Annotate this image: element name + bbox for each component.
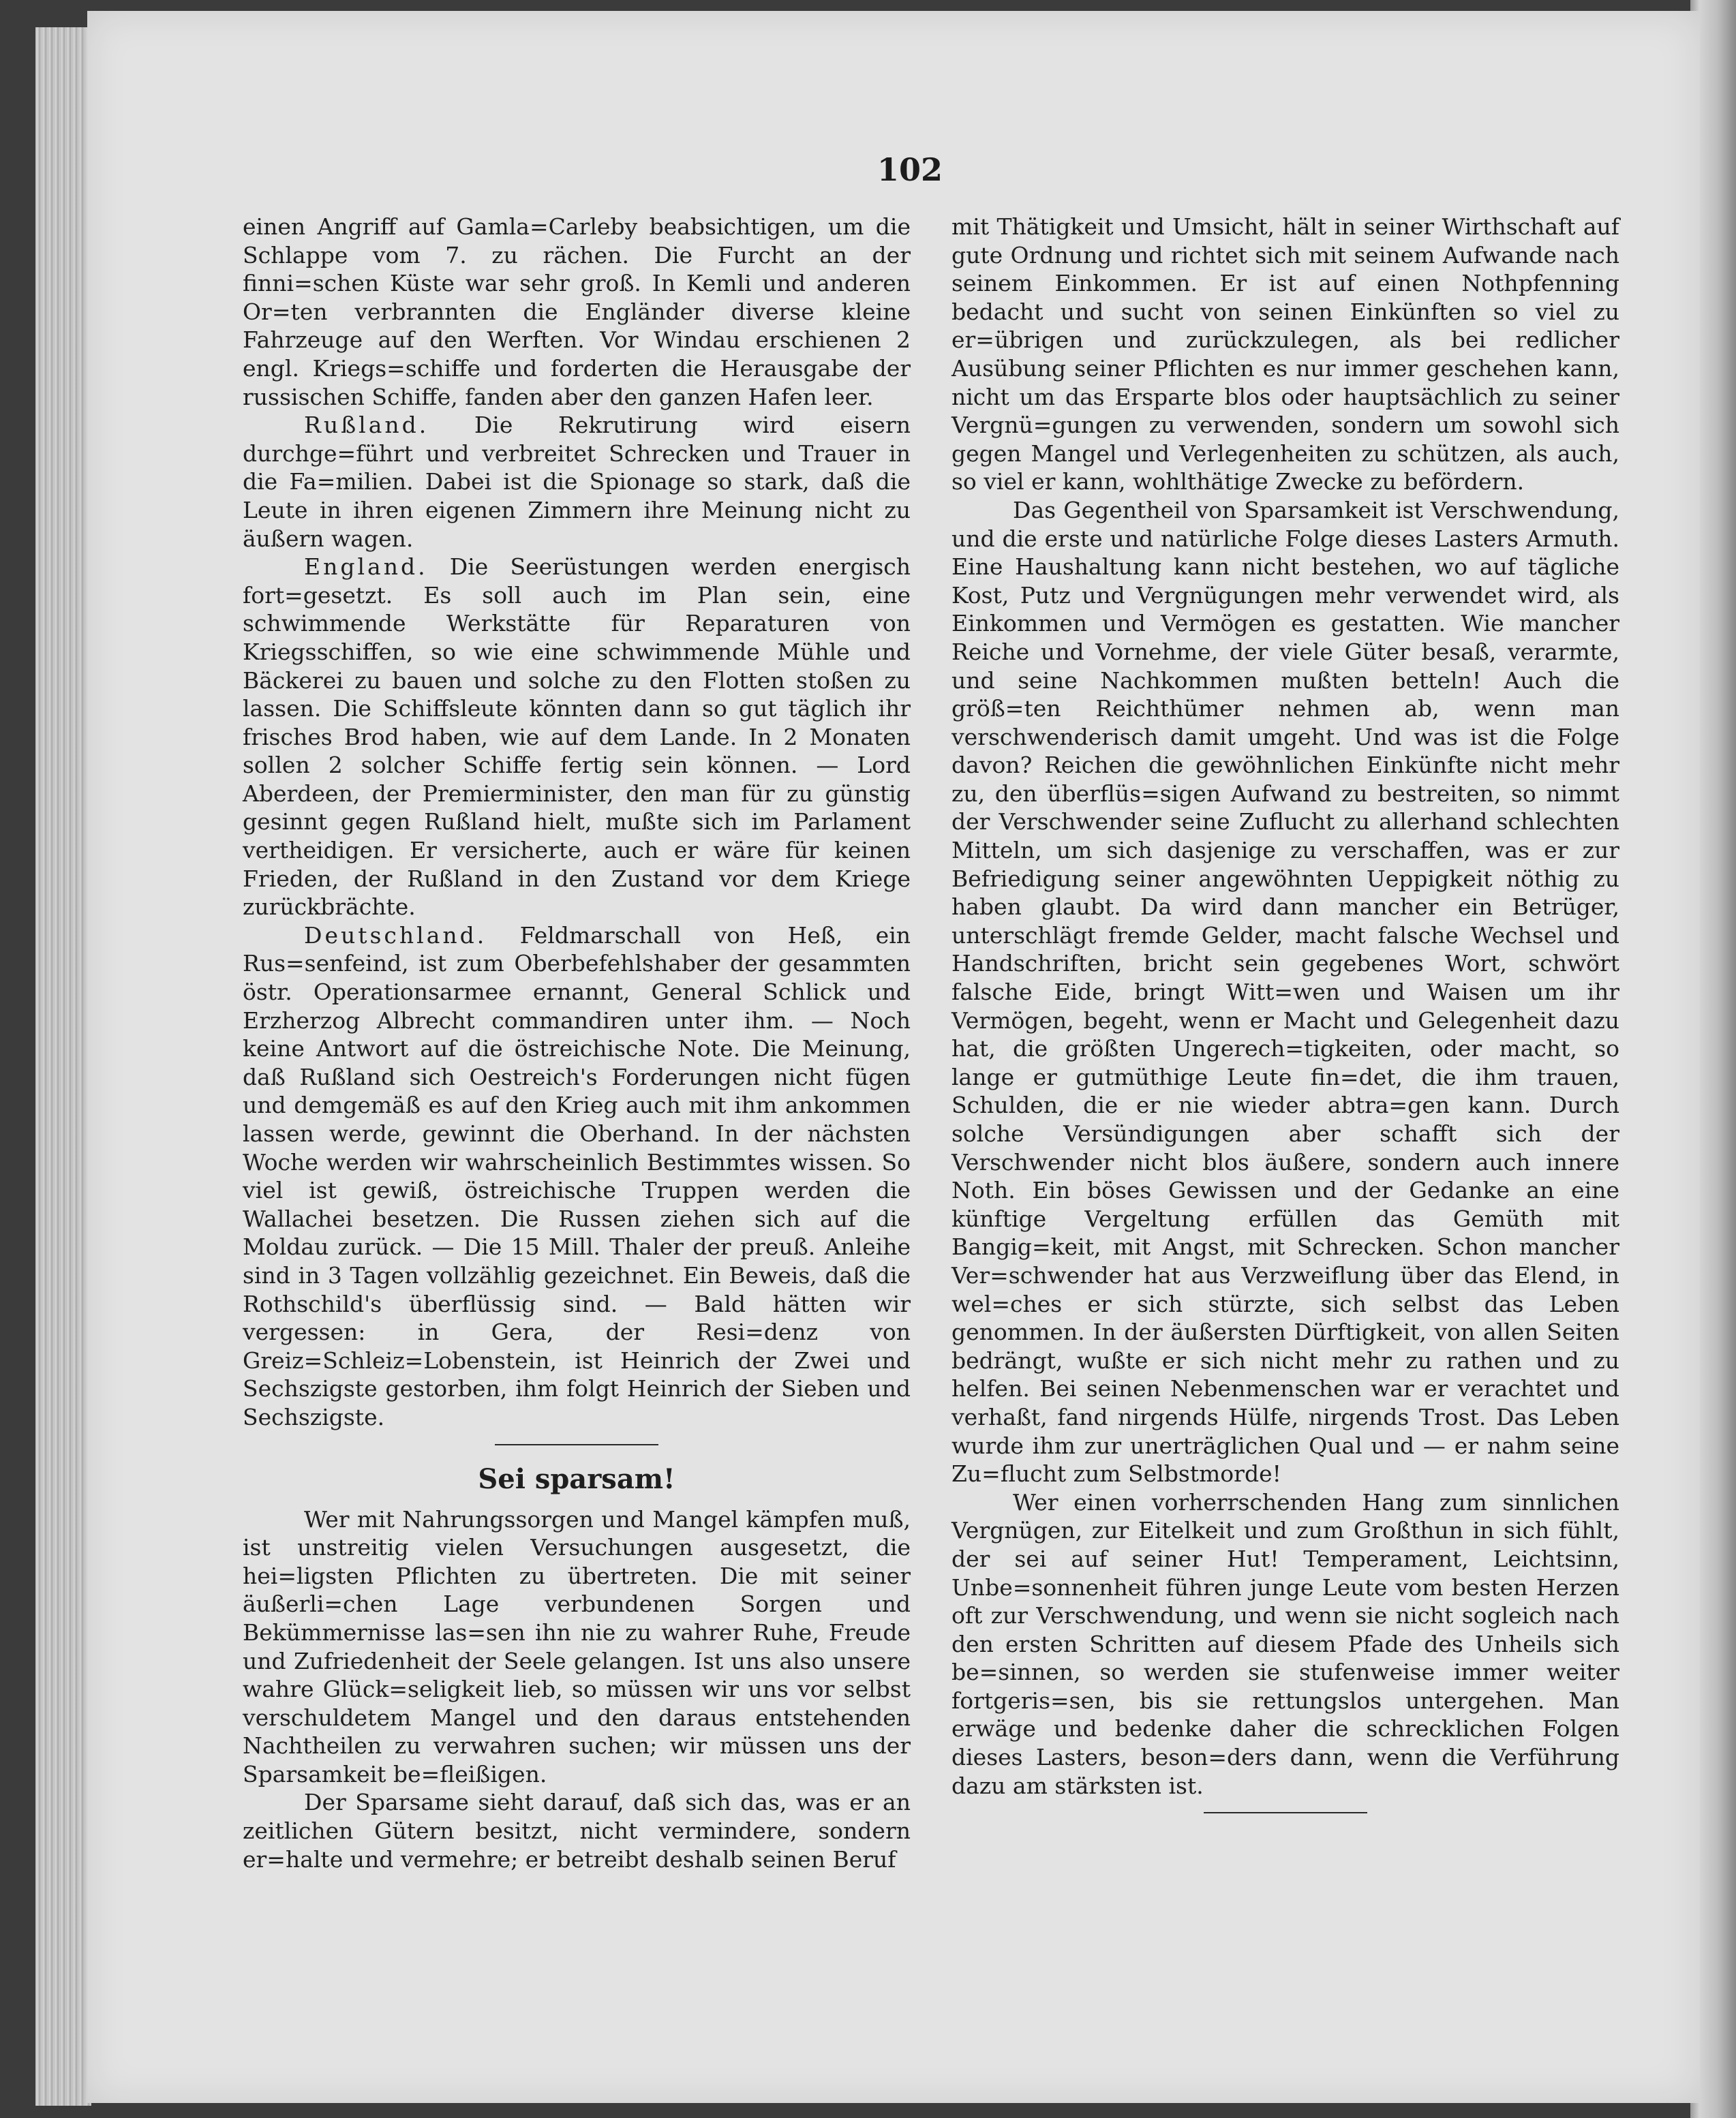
- article-paragraph: einen Angriff auf Gamla=Carleby beabsichtigen, um die Schlappe vom 7. zu rächen. Die Furcht an der finni=schen Küste war sehr groß. In Kemli und anderen Or=ten verbrannten die Engländer diverse kleine Fahrzeuge auf den Werften. Vor Windau erschienen 2 engl. Kriegs=schiffe und forderten die Herausgabe der russischen Schiffe, fanden aber den ganzen Hafen leer.: [243, 213, 911, 410]
- article-paragraph: Das Gegentheil von Sparsamkeit ist Verschwendung, und die erste und natürliche Folge dieses Lasters Armuth. Eine Haushaltung kann nicht bestehen, wo auf tägliche Kost, Putz und Vergnügungen mehr verwendet wird, als Einkommen und Vermögen es gestatten. Wie mancher Reiche und Vornehme, der viele Güter besaß, verarmte, und seine Nachkommen mußten betteln! Auch die größ=ten Reichthümer nehmen ab, wenn man verschwenderisch damit umgeht. Und was ist die Folge davon? Reichen die gewöhnlichen Einkünfte nicht mehr zu, den überflüs=sigen Aufwand zu bestreiten, so nimmt der Verschwender seine Zuflucht zu allerhand schlechten Mitteln, um sich dasjenige zu verschaffen, was er zur Befriedigung seiner angewöhnten Ueppigkeit nöthig zu haben glaubt. Da wird dann mancher ein Betrüger, unterschlägt fremde Gelder, macht falsche Wechsel und Handschriften, bricht sein gegebenes Wort, schwört falsche Eide, bringt Witt=wen und Waisen um ihr Vermögen, begeht, wenn er Macht und Gelegenheit dazu hat, die größten Ungerech=tigkeiten, oder macht, so lange er gutmüthige Leute fin=det, die ihm trauen, Schulden, die er nie wieder abtra=gen kann. Durch solche Versündigungen aber schafft sich der Verschwender nicht blos äußere, sondern auch innere Noth. Ein böses Gewissen und der Gedanke an eine künftige Vergeltung erfüllen das Gemüth mit Bangig=keit, mit Angst, mit Schrecken. Schon mancher Ver=schwender hat aus Verzweiflung über das Elend, in wel=ches er sich stürzte, sich selbst das Leben genommen. In der äußersten Dürftigkeit, von allen Seiten bedrängt, wußte er sich nicht mehr zu rathen und zu helfen. Bei seinen Nebenmenschen war er verachtet und verhaßt, fand nirgends Hülfe, nirgends Trost. Das Leben wurde ihm zur unerträglichen Qual und — er nahm seine Zu=flucht zum Selbstmorde!: [951, 496, 1619, 1488]
- paragraph-text: Die Rekrutirung wird eisern durchge=führt und verbreitet Schrecken und Trauer in die Fa=milien. Dabei ist die Spionage so stark, daß die Leute in ihren eigenen Zimmern ihre Meinung nicht zu äußern wagen.: [243, 412, 911, 552]
- paragraph-text: Feldmarschall von Heß, ein Rus=senfeind, ist zum Oberbefehlshaber der gesammten östr. Operationsarmee ernannt, General Schlick und Erzherzog Albrecht commandiren unter ihm. — Noch keine Antwort auf die östreichische Note. Die Meinung, daß Rußland sich Oestreich's Forderungen nicht fügen und demgemäß es auf den Krieg auch mit ihm ankommen lassen werde, gewinnt die Oberhand. In der nächsten Woche werden wir wahrscheinlich Bestimmtes wissen. So viel ist gewiß, östreichische Truppen werden die Wallachei besetzen. Die Russen ziehen sich auf die Moldau zurück. — Die 15 Mill. Thaler der preuß. Anleihe sind in 3 Tagen vollzählig gezeichnet. Ein Beweis, daß die Rothschild's überflüssig sind. — Bald hätten wir vergessen: in Gera, der Resi=denz von Greiz=Schleiz=Lobenstein, ist Heinrich der Zwei und Sechszigste gestorben, ihm folgt Heinrich der Sieben und Sechszigste.: [243, 921, 911, 1430]
- article-paragraph: [243, 553, 911, 921]
- section-divider: [1204, 1812, 1367, 1813]
- article-paragraph: Wer mit Nahrungssorgen und Mangel kämpfen muß, ist unstreitig vielen Versuchungen ausgesetzt, die hei=ligsten Pflichten zu übertreten. Die mit seiner äußerli=chen Lage verbundenen Sorgen und Bekümmernisse las=sen ihn nie zu wahrer Ruhe, Freude und Zufriedenheit der Seele gelangen. Ist uns also unsere wahre Glück=seligkeit lieb, so müssen wir uns vor selbst verschuldetem Mangel und den daraus entstehenden Nachtheilen zu verwahren suchen; wir müssen uns der Sparsamkeit be=fleißigen.: [243, 1505, 911, 1787]
- article-paragraph: Wer einen vorherrschenden Hang zum sinnlichen Vergnügen, zur Eitelkeit und zum Großthun in sich fühlt, der sei auf seiner Hut! Temperament, Leichtsinn, Unbe=sonnenheit führen junge Leute vom besten Herzen oft zur Verschwendung, und wenn sie nicht sogleich nach den ersten Schritten auf diesem Pfade des Unheils sich be=sinnen, so werden sie stufenweise immer weiter fortgeris=sen, bis sie rettungslos untergehen. Man erwäge und bedenke daher die schrecklichen Folgen dieses Lasters, beson=ders dann, wenn die Verführung dazu am stärksten ist.: [951, 1488, 1619, 1799]
- paragraph-text: Die Seerüstungen werden energisch fort=gesetzt. Es soll auch im Plan sein, eine schwimmende Werkstätte für Reparaturen von Kriegsschiffen, so wie eine schwimmende Mühle und Bäckerei zu bauen und solche zu den Flotten stoßen zu lassen. Die Schiffsleute könnten dann so gut täglich ihr frisches Brod haben, wie auf dem Lande. In 2 Monaten sollen 2 solcher Schiffe fertig sein können. — Lord Aberdeen, der Premierminister, den man für zu günstig gesinnt gegen Rußland hielt, mußte sich im Parlament vertheidigen. Er versicherte, auch er wäre für keinen Frieden, der Rußland in den Zustand vor dem Kriege zurückbrächte.: [243, 553, 911, 921]
- right-column: [951, 213, 1619, 1828]
- section-lead-russland: Rußland.: [304, 412, 429, 439]
- book-page-edges: [35, 27, 91, 2106]
- section-title: Sei sparsam!: [478, 1462, 675, 1495]
- article-paragraph: [243, 411, 911, 553]
- left-column: [243, 213, 911, 1873]
- article-paragraph: mit Thätigkeit und Umsicht, hält in seiner Wirthschaft auf gute Ordnung und richtet sich mit seinem Aufwande nach seinem Einkommen. Er ist auf einen Nothpfenning bedacht und sucht von seinen Einkünften so viel zu er=übrigen und zurückzulegen, als bei redlicher Ausübung seiner Pflichten es nur immer geschehen kann, nicht um das Ersparte blos oder hauptsächlich zu seiner Vergnü=gungen zu verwenden, sondern um sowohl sich gegen Mangel und Verlegenheiten zu schützen, als auch, so viel er kann, wohlthätige Zwecke zu befördern.: [951, 213, 1619, 495]
- article-paragraph: [243, 921, 911, 1432]
- article-paragraph: Der Sparsame sieht darauf, daß sich das, was er an zeitlichen Gütern besitzt, nicht vermindere, sondern er=halte und vermehre; er betreibt deshalb seinen Beruf: [243, 1789, 911, 1873]
- page-number: 102: [877, 151, 943, 188]
- section-divider: [495, 1444, 658, 1445]
- section-lead-england: England.: [304, 553, 428, 581]
- section-lead-deutschland: Deutschland.: [304, 921, 487, 949]
